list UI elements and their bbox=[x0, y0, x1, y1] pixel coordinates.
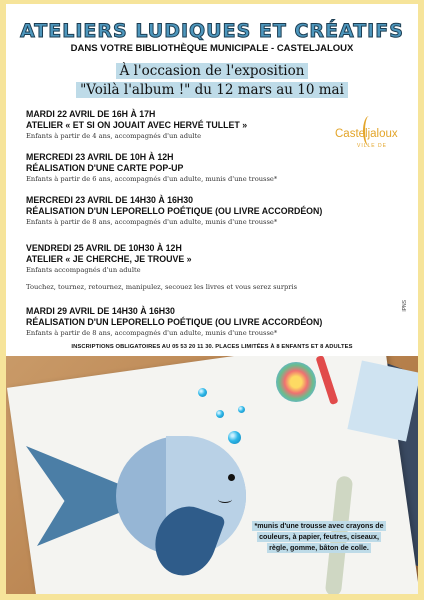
exhibition-line-2 bbox=[0, 79, 424, 99]
event-date: MERCREDI 23 AVRIL DE 14H30 À 16H30 bbox=[26, 195, 194, 205]
event-title: RÉALISATION D'UN LEPORELLO POÉTIQUE (OU LIVRE ACCORDÉON) bbox=[26, 205, 323, 216]
event-date: MARDI 29 AVRIL DE 14H30 À 16H30 bbox=[26, 306, 175, 316]
logo-subtitle: VILLE DE bbox=[357, 143, 387, 149]
exhibition-line-2-text: "Voilà l'album !" du 12 mars au 10 mai bbox=[76, 82, 348, 98]
event-date: VENDREDI 25 AVRIL DE 10H30 À 12H bbox=[26, 243, 182, 253]
registration-info: INSCRIPTIONS OBLIGATOIRES AU 05 53 20 11 30. PLACES LIMITÉES À 8 ENFANTS ET 8 ADULTES bbox=[71, 344, 353, 350]
exhibition-line-1-text: À l'occasion de l'exposition bbox=[116, 63, 309, 79]
event-4 bbox=[26, 243, 297, 292]
event-note: Enfants à partir de 8 ans, accompagnés d'un adulte, munis d'une trousse* bbox=[26, 218, 278, 226]
bubble bbox=[238, 406, 245, 413]
event-note: Enfants à partir de 8 ans, accompagnés d'un adulte, munis d'une trousse* bbox=[26, 329, 278, 337]
event-title: RÉALISATION D'UN LEPORELLO POÉTIQUE (OU LIVRE ACCORDÉON) bbox=[26, 316, 323, 327]
event-description: Touchez, tournez, retournez, manipulez, secouez les livres et vous serez surpris bbox=[26, 283, 298, 291]
bubble bbox=[198, 388, 207, 397]
bubble bbox=[228, 431, 241, 444]
event-2 bbox=[26, 152, 277, 184]
event-3 bbox=[26, 195, 322, 227]
event-title: ATELIER « ET SI ON JOUAIT AVEC HERVÉ TULLET » bbox=[26, 119, 248, 130]
supplies-note bbox=[236, 521, 402, 554]
craft-photo bbox=[6, 356, 418, 594]
event-title: RÉALISATION D'UNE CARTE POP-UP bbox=[26, 162, 184, 173]
event-date: MARDI 22 AVRIL DE 16H À 17H bbox=[26, 109, 156, 119]
bubble bbox=[216, 410, 224, 418]
fish-eye bbox=[228, 474, 235, 481]
poster-subtitle: DANS VOTRE BIBLIOTHÈQUE MUNICIPALE - CASTELJALOUX bbox=[70, 43, 354, 54]
event-date: MERCREDI 23 AVRIL DE 10H À 12H bbox=[26, 152, 174, 162]
ipns-label: IPNS bbox=[402, 300, 408, 312]
supplies-note-line-1: *munis d'une trousse avec crayons de bbox=[254, 522, 384, 530]
event-note: Enfants à partir de 6 ans, accompagnés d'un adulte, munis d'une trousse* bbox=[26, 175, 278, 183]
supplies-note-line-2: couleurs, à papier, feutres, ciseaux, bbox=[259, 533, 379, 541]
casteljaloux-logo bbox=[333, 116, 403, 158]
exhibition-line-1 bbox=[0, 60, 424, 80]
event-title: ATELIER « JE CHERCHE, JE TROUVE » bbox=[26, 253, 192, 264]
event-note: Enfants à partir de 4 ans, accompagnés d'un adulte bbox=[26, 132, 202, 140]
event-5 bbox=[26, 306, 322, 338]
poster-title: ATELIERS LUDIQUES ET CRÉATIFS bbox=[20, 20, 404, 42]
event-note: Enfants accompagnés d'un adulte bbox=[26, 266, 141, 274]
logo-name: Casteljaloux bbox=[335, 128, 398, 140]
supplies-note-line-3: règle, gomme, bâton de colle. bbox=[269, 544, 369, 552]
fish-mouth bbox=[218, 496, 232, 503]
confetti-decoration bbox=[276, 362, 316, 402]
event-1 bbox=[26, 109, 247, 141]
